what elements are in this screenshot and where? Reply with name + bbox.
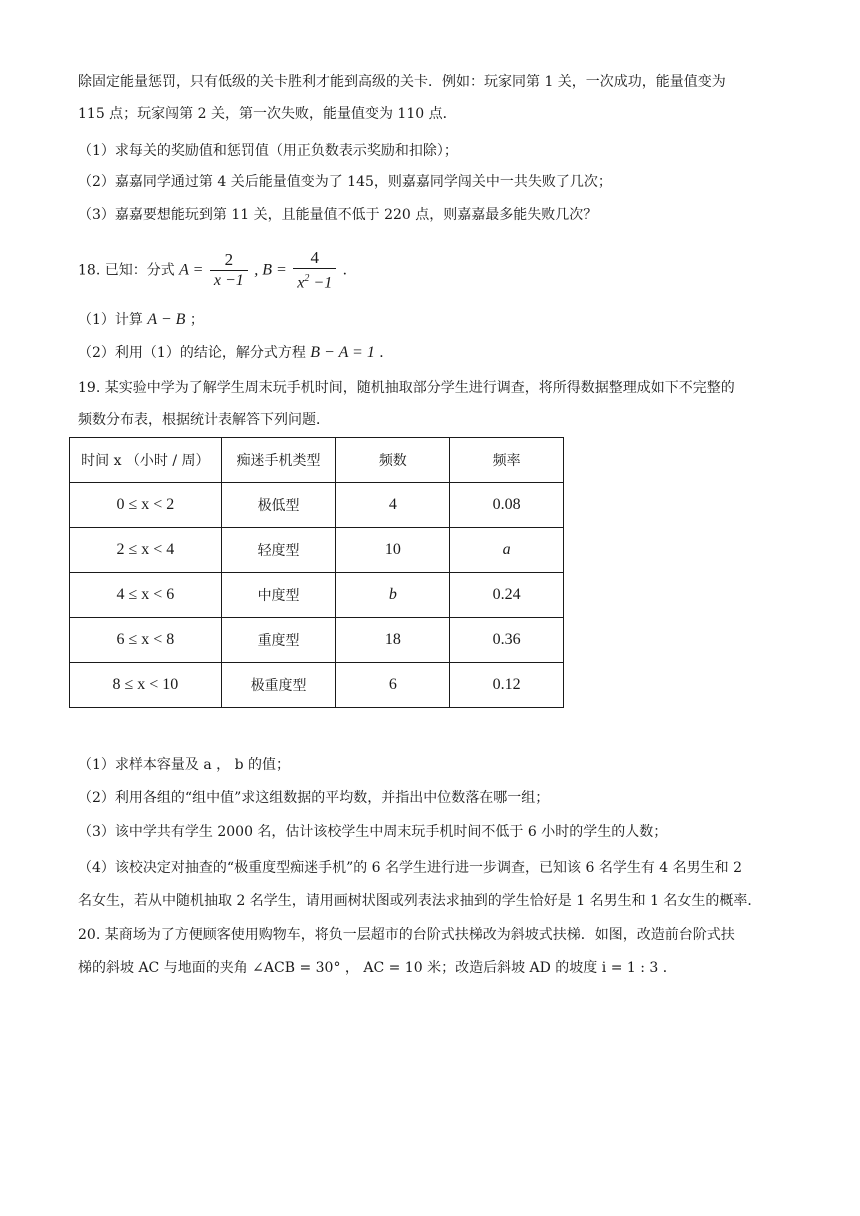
cell-count: 10 bbox=[336, 528, 450, 573]
q18-p2-end: ． bbox=[379, 345, 394, 361]
q18-p1-text: （1）计算 bbox=[78, 312, 143, 328]
cell-rate: a bbox=[450, 528, 564, 573]
table-header-row bbox=[70, 438, 564, 483]
table-row bbox=[70, 528, 564, 573]
cell-time: 2 ≤ x < 4 bbox=[70, 528, 222, 573]
header-frequency-count: 频数 bbox=[336, 438, 450, 483]
cell-time: 0 ≤ x < 2 bbox=[70, 483, 222, 528]
header-time: 时间 x （小时 / 周） bbox=[70, 438, 222, 483]
header-frequency-rate: 频率 bbox=[450, 438, 564, 483]
q17-part-2: （2）嘉嘉同学通过第 4 关后能量值变为了 145，则嘉嘉同学闯关中一共失败了几次； bbox=[78, 174, 612, 190]
q18-b-den-rest: −1 bbox=[309, 274, 333, 292]
cell-rate: 0.08 bbox=[450, 483, 564, 528]
cell-type: 极低型 bbox=[221, 483, 336, 528]
q18-a-denominator: x −1 bbox=[213, 272, 244, 290]
cell-count: 4 bbox=[336, 483, 450, 528]
q20-line-2: 梯的斜坡 AC 与地面的夹角 ∠ACB = 30° ， AC = 10 米；改造后斜坡 AD 的坡度 i = 1 : 3 ． bbox=[78, 960, 677, 976]
q18-a-numerator: 2 bbox=[224, 250, 234, 270]
q18-p2-math: B − A = 1 bbox=[310, 344, 375, 361]
q18-b-den-base: x bbox=[297, 274, 305, 292]
q18-b-denominator bbox=[293, 269, 336, 293]
cell-time: 6 ≤ x < 8 bbox=[70, 618, 222, 663]
q19-part-3: （3）该中学共有学生 2000 名，估计该校学生中周末玩手机时间不低于 6 小时的学生的人数； bbox=[78, 824, 668, 840]
intro-line-2: 115 点；玩家闯第 2 关，第一次失败，能量值变为 110 点． bbox=[78, 106, 457, 122]
q18-p2-text: （2）利用（1）的结论，解分式方程 bbox=[78, 345, 306, 361]
q18-a-fraction bbox=[210, 250, 248, 291]
cell-count: 6 bbox=[336, 663, 450, 708]
q18-b-fraction bbox=[293, 248, 336, 293]
header-type: 痴迷手机类型 bbox=[221, 438, 336, 483]
q18-p1-end: ； bbox=[189, 312, 204, 328]
cell-time: 4 ≤ x < 6 bbox=[70, 573, 222, 618]
cell-type: 中度型 bbox=[221, 573, 336, 618]
table-row bbox=[70, 573, 564, 618]
cell-rate: 0.12 bbox=[450, 663, 564, 708]
q18-p1-math: A − B bbox=[147, 311, 186, 328]
cell-type: 重度型 bbox=[221, 618, 336, 663]
intro-line-1: 除固定能量惩罚，只有低级的关卡胜利才能到高级的关卡．例如：玩家同第 1 关，一次成功，能量值变为 bbox=[78, 74, 726, 90]
q19-line-2: 频数分布表，根据统计表解答下列问题． bbox=[78, 412, 330, 428]
q19-line-1: 19. 某实验中学为了解学生周末玩手机时间，随机抽取部分学生进行调查，将所得数据整理成如下不完整的 bbox=[78, 380, 735, 396]
table-row bbox=[70, 483, 564, 528]
cell-type: 极重度型 bbox=[221, 663, 336, 708]
q20-line-1: 20. 某商场为了方便顾客使用购物车，将负一层超市的台阶式扶梯改为斜坡式扶梯．如图，改造前台阶式扶 bbox=[78, 927, 735, 943]
q19-part-4-line-1: （4）该校决定对抽查的“极重度型痴迷手机”的 6 名学生进行进一步调查，已知该 6 名学生有 4 名男生和 2 bbox=[78, 860, 742, 876]
q18-part-1 bbox=[78, 310, 204, 330]
q18-part-2 bbox=[78, 343, 393, 363]
q18-a-lhs: A = bbox=[179, 261, 204, 279]
q19-part-1: （1）求样本容量及 a ， b 的值； bbox=[78, 757, 291, 773]
q17-part-1: （1）求每关的奖励值和惩罚值（用正负数表示奖励和扣除）； bbox=[78, 143, 458, 159]
cell-time: 8 ≤ x < 10 bbox=[70, 663, 222, 708]
table-row bbox=[70, 618, 564, 663]
cell-count: b bbox=[336, 573, 450, 618]
cell-type: 轻度型 bbox=[221, 528, 336, 573]
q18-tail: ． bbox=[342, 262, 357, 279]
q19-part-4-line-2: 名女生，若从中随机抽取 2 名学生，请用画树状图或列表法求抽到的学生恰好是 1 名男生和 1 名女生的概率． bbox=[78, 893, 762, 909]
frequency-table bbox=[69, 437, 564, 708]
cell-rate: 0.36 bbox=[450, 618, 564, 663]
q18-head: 18. 已知：分式 bbox=[78, 262, 175, 279]
cell-rate: 0.24 bbox=[450, 573, 564, 618]
q18-b-lhs: , B = bbox=[254, 261, 287, 279]
table-row bbox=[70, 663, 564, 708]
q19-part-2: （2）利用各组的“组中值”求这组数据的平均数，并指出中位数落在哪一组； bbox=[78, 790, 550, 806]
q18-b-numerator: 4 bbox=[310, 248, 319, 267]
q17-part-3: （3）嘉嘉要想能玩到第 11 关，且能量值不低于 220 点，则嘉嘉最多能失败几次？ bbox=[78, 207, 598, 223]
q18-statement bbox=[78, 248, 357, 293]
q18-b-den-exponent: 2 bbox=[304, 273, 310, 284]
cell-count: 18 bbox=[336, 618, 450, 663]
